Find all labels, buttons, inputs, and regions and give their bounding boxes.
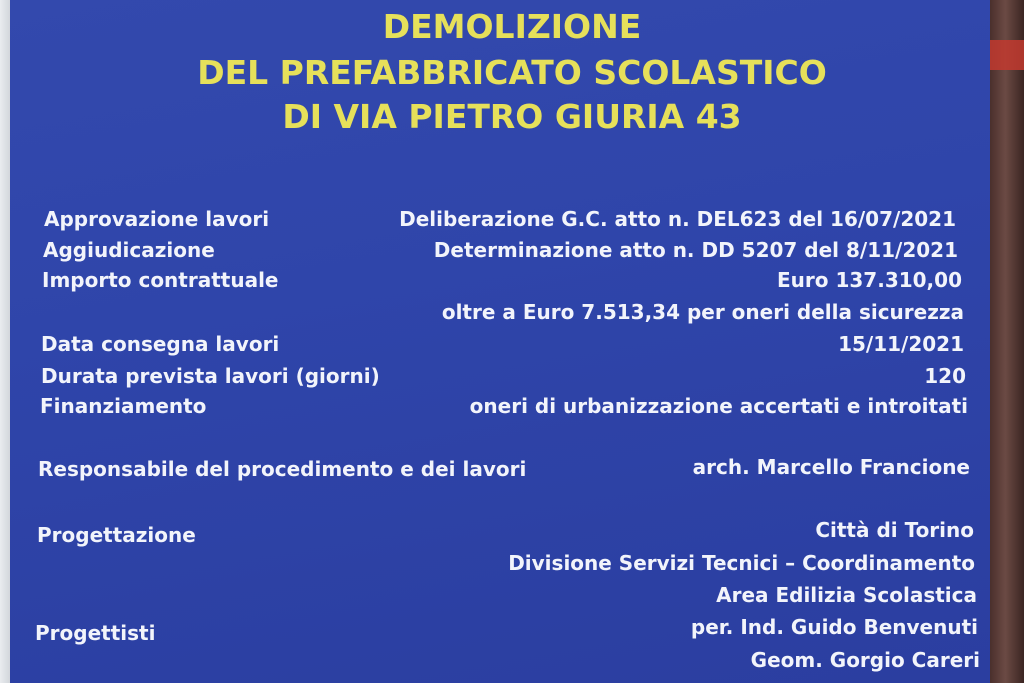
value-progettazione-2: Divisione Servizi Tecnici – Coordinamento — [508, 551, 975, 575]
value-finanziamento: oneri di urbanizzazione accertati e introitati — [469, 394, 968, 418]
label-progettisti: Progettisti — [35, 621, 156, 645]
value-progettazione-1: Città di Torino — [815, 518, 974, 542]
label-consegna: Data consegna lavori — [41, 332, 280, 356]
label-durata: Durata prevista lavori (giorni) — [41, 364, 380, 388]
value-consegna: 15/11/2021 — [838, 332, 964, 356]
value-approvazione: Deliberazione G.C. atto n. DEL623 del 16/07/2021 — [399, 207, 956, 231]
value-aggiudicazione: Determinazione atto n. DD 5207 del 8/11/2021 — [433, 238, 958, 262]
sign-title-line-3: DI VIA PIETRO GIURIA 43 — [282, 97, 742, 136]
label-aggiudicazione: Aggiudicazione — [43, 238, 215, 262]
value-progettisti-1: per. Ind. Guido Benvenuti — [690, 615, 978, 639]
label-progettazione: Progettazione — [37, 523, 196, 547]
label-responsabile: Responsabile del procedimento e dei lavori — [38, 457, 527, 481]
value-progettisti-2: Geom. Gorgio Careri — [750, 648, 980, 672]
value-durata: 120 — [924, 364, 966, 388]
value-importo-oneri: oltre a Euro 7.513,34 per oneri della sicurezza — [441, 300, 964, 324]
sign-title-line-2: DEL PREFABBRICATO SCOLASTICO — [197, 53, 827, 92]
value-responsabile: arch. Marcello Francione — [692, 455, 970, 479]
value-importo: Euro 137.310,00 — [777, 268, 962, 292]
sign-title-line-1: DEMOLIZIONE — [382, 7, 642, 46]
label-importo: Importo contrattuale — [42, 268, 279, 292]
value-progettazione-3: Area Edilizia Scolastica — [716, 583, 977, 607]
label-approvazione: Approvazione lavori — [44, 207, 270, 231]
label-finanziamento: Finanziamento — [40, 394, 207, 418]
